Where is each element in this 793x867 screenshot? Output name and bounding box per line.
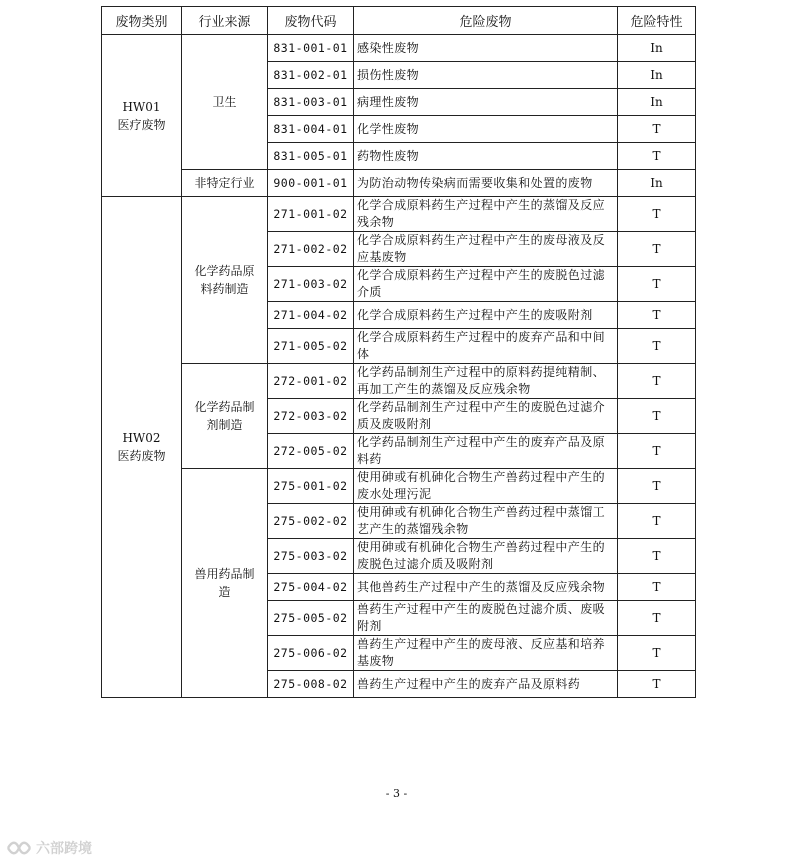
hazard-property-cell: T [618, 197, 696, 232]
waste-code-cell: 271-004-02 [268, 302, 354, 329]
table-body [102, 35, 696, 698]
waste-code-cell: 271-005-02 [268, 329, 354, 364]
table-row [102, 170, 696, 197]
waste-description-cell: 化学性废物 [354, 116, 618, 143]
waste-code-cell: 275-006-02 [268, 636, 354, 671]
hazard-property-cell: T [618, 539, 696, 574]
hazard-property-cell: T [618, 601, 696, 636]
watermark-logo-icon [6, 839, 32, 857]
header-property: 危险特性 [618, 7, 696, 35]
hazard-property-cell: T [618, 143, 696, 170]
waste-code-cell: 275-002-02 [268, 504, 354, 539]
hazard-property-cell: T [618, 469, 696, 504]
table-row [102, 197, 696, 232]
watermark [6, 838, 92, 858]
waste-description-cell: 兽药生产过程中产生的废弃产品及原料药 [354, 671, 618, 698]
header-category: 废物类别 [102, 7, 182, 35]
hazard-property-cell: T [618, 116, 696, 143]
waste-code-cell: 275-005-02 [268, 601, 354, 636]
waste-code-cell: 275-003-02 [268, 539, 354, 574]
header-waste: 危险废物 [354, 7, 618, 35]
waste-code-cell: 272-001-02 [268, 364, 354, 399]
hazardous-waste-table [101, 6, 696, 698]
waste-code-cell: 831-005-01 [268, 143, 354, 170]
hazard-property-cell: T [618, 399, 696, 434]
hazard-property-cell: T [618, 671, 696, 698]
hazard-property-cell: T [618, 364, 696, 399]
watermark-text: 六部跨境 [36, 840, 92, 856]
waste-description-cell: 为防治动物传染病而需要收集和处置的废物 [354, 170, 618, 197]
category-name: 医药废物 [117, 449, 166, 463]
hazard-property-cell: T [618, 329, 696, 364]
header-code: 废物代码 [268, 7, 354, 35]
waste-description-cell: 化学药品制剂生产过程中产生的废脱色过滤介质及废吸附剂 [354, 399, 618, 434]
page-number: - 3 - [385, 787, 408, 800]
waste-description-cell: 化学药品制剂生产过程中的原料药提纯精制、再加工产生的蒸馏及反应残余物 [354, 364, 618, 399]
table-row [102, 364, 696, 399]
waste-code-cell: 275-001-02 [268, 469, 354, 504]
waste-code-cell: 831-001-01 [268, 35, 354, 62]
waste-code-cell: 831-002-01 [268, 62, 354, 89]
category-code: HW02 [122, 431, 161, 445]
table-row [102, 35, 696, 62]
waste-description-cell: 使用砷或有机砷化合物生产兽药过程中产生的废水处理污泥 [354, 469, 618, 504]
waste-description-cell: 化学药品制剂生产过程中产生的废弃产品及原料药 [354, 434, 618, 469]
waste-description-cell: 兽药生产过程中产生的废母液、反应基和培养基废物 [354, 636, 618, 671]
waste-description-cell: 化学合成原料药生产过程中产生的废母液及反应基废物 [354, 232, 618, 267]
waste-description-cell: 化学合成原料药生产过程中产生的废脱色过滤介质 [354, 267, 618, 302]
industry-cell: 化学药品原料药制造 [182, 197, 268, 364]
industry-cell: 非特定行业 [182, 170, 268, 197]
waste-code-cell: 275-004-02 [268, 574, 354, 601]
waste-code-cell: 271-003-02 [268, 267, 354, 302]
category-code: HW01 [122, 99, 161, 114]
table-row [102, 469, 696, 504]
hazard-property-cell: In [618, 170, 696, 197]
waste-description-cell: 药物性废物 [354, 143, 618, 170]
waste-code-cell: 900-001-01 [268, 170, 354, 197]
industry-cell: 化学药品制剂制造 [182, 364, 268, 469]
hazard-property-cell: T [618, 267, 696, 302]
hazard-property-cell: T [618, 232, 696, 267]
waste-code-cell: 831-003-01 [268, 89, 354, 116]
hazard-property-cell: T [618, 636, 696, 671]
waste-code-cell: 272-005-02 [268, 434, 354, 469]
hazard-property-cell: T [618, 302, 696, 329]
waste-description-cell: 使用砷或有机砷化合物生产兽药过程中蒸馏工艺产生的蒸馏残余物 [354, 504, 618, 539]
waste-description-cell: 感染性废物 [354, 35, 618, 62]
waste-code-cell: 275-008-02 [268, 671, 354, 698]
waste-code-cell: 271-002-02 [268, 232, 354, 267]
waste-code-cell: 271-001-02 [268, 197, 354, 232]
waste-description-cell: 使用砷或有机砷化合物生产兽药过程中产生的废脱色过滤介质及吸附剂 [354, 539, 618, 574]
industry-cell: 兽用药品制造 [182, 469, 268, 698]
waste-description-cell: 化学合成原料药生产过程中的废弃产品和中间体 [354, 329, 618, 364]
waste-description-cell: 化学合成原料药生产过程中产生的蒸馏及反应残余物 [354, 197, 618, 232]
waste-code-cell: 272-003-02 [268, 399, 354, 434]
waste-description-cell: 损伤性废物 [354, 62, 618, 89]
hazard-property-cell: In [618, 35, 696, 62]
category-cell [102, 35, 182, 197]
hazard-property-cell: T [618, 504, 696, 539]
category-cell [102, 197, 182, 698]
hazard-property-cell: In [618, 89, 696, 116]
category-name: 医疗废物 [117, 117, 166, 132]
waste-description-cell: 其他兽药生产过程中产生的蒸馏及反应残余物 [354, 574, 618, 601]
industry-cell: 卫生 [182, 35, 268, 170]
hazard-property-cell: T [618, 574, 696, 601]
hazard-property-cell: T [618, 434, 696, 469]
waste-description-cell: 兽药生产过程中产生的废脱色过滤介质、废吸附剂 [354, 601, 618, 636]
waste-description-cell: 病理性废物 [354, 89, 618, 116]
header-industry: 行业来源 [182, 7, 268, 35]
waste-code-cell: 831-004-01 [268, 116, 354, 143]
waste-description-cell: 化学合成原料药生产过程中产生的废吸附剂 [354, 302, 618, 329]
hazard-property-cell: In [618, 62, 696, 89]
table-header-row [102, 7, 696, 35]
